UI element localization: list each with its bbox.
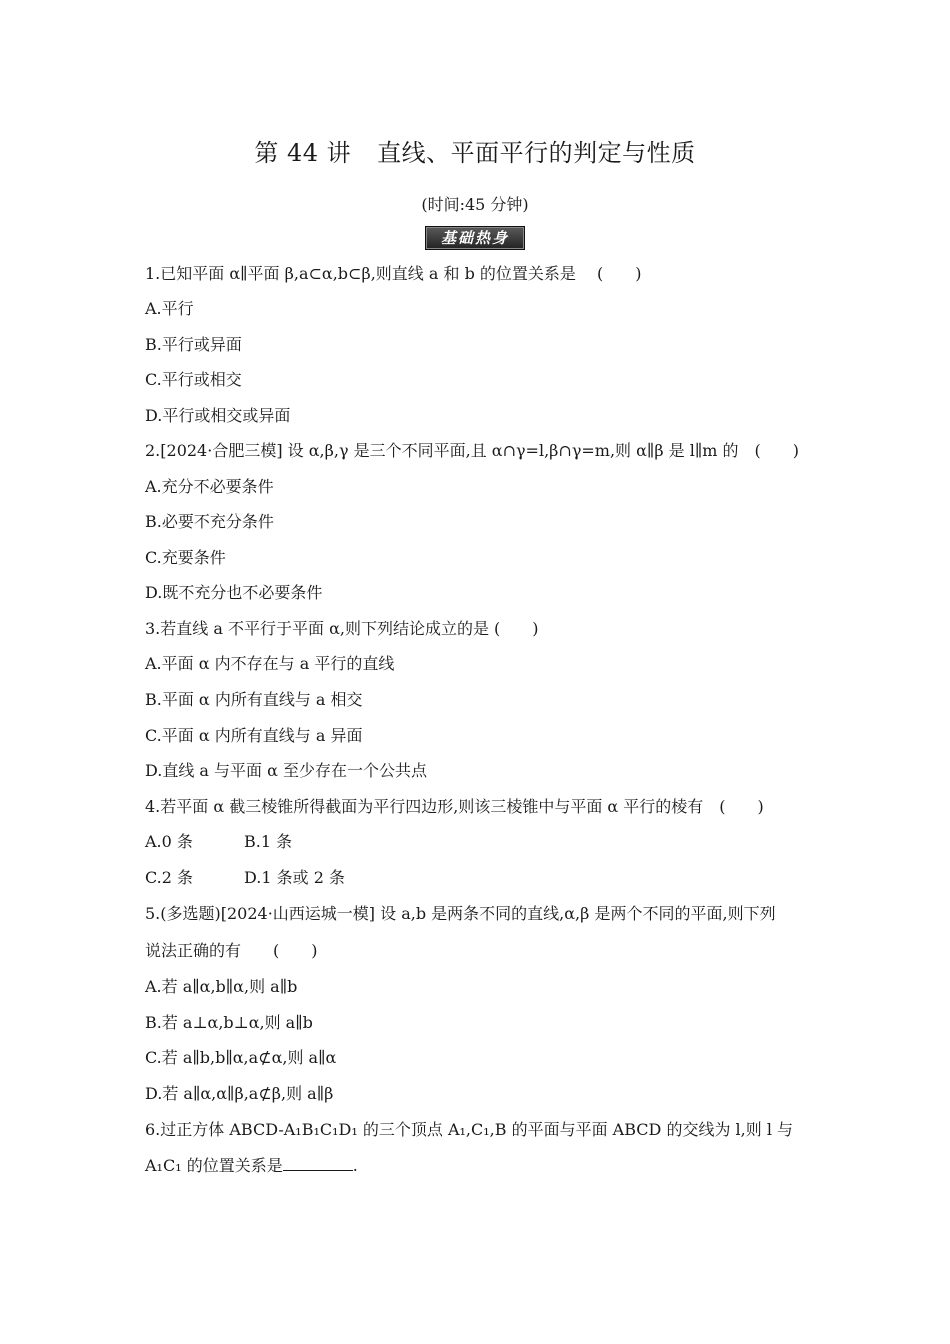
page-title bbox=[0, 133, 950, 168]
q6-stem-line2 bbox=[145, 1156, 358, 1176]
q3-option-c: C.平面 α 内所有直线与 a 异面 bbox=[145, 726, 363, 745]
q3-option-a: A.平面 α 内不存在与 a 平行的直线 bbox=[145, 654, 395, 673]
q1-stem: 1.已知平面 α∥平面 β,a⊂α,b⊂β,则直线 a 和 b 的位置关系是 ( ) bbox=[145, 264, 642, 283]
q5-stem-line2: 说法正确的有 ( ) bbox=[145, 941, 318, 960]
q4-option-b: B.1 条 bbox=[244, 832, 293, 851]
q5-stem-line1: 5.(多选题)[2024·山西运城一模] 设 a,b 是两条不同的直线,α,β 是两个不同的平面,则下列 bbox=[145, 904, 776, 923]
q5-option-b: B.若 a⊥α,b⊥α,则 a∥b bbox=[145, 1013, 313, 1032]
q6-stem-line1: 6.过正方体 ABCD-A₁B₁C₁D₁ 的三个顶点 A₁,C₁,B 的平面与平面 ABCD 的交线为 l,则 l 与 bbox=[145, 1120, 794, 1139]
q3-stem: 3.若直线 a 不平行于平面 α,则下列结论成立的是 ( ) bbox=[145, 619, 539, 638]
q4-option-c: C.2 条 bbox=[145, 868, 194, 887]
q1-option-c: C.平行或相交 bbox=[145, 370, 242, 389]
q2-option-a: A.充分不必要条件 bbox=[145, 477, 274, 496]
q4-option-d: D.1 条或 2 条 bbox=[244, 868, 345, 887]
q3-option-b: B.平面 α 内所有直线与 a 相交 bbox=[145, 690, 363, 709]
title-lecture-number: 第 44 讲 bbox=[254, 139, 352, 167]
q4-option-a: A.0 条 bbox=[145, 832, 193, 851]
q1-option-a: A.平行 bbox=[145, 299, 194, 318]
section-badge: 基础热身 bbox=[425, 226, 525, 250]
q1-option-d: D.平行或相交或异面 bbox=[145, 406, 291, 425]
q2-option-b: B.必要不充分条件 bbox=[145, 512, 274, 531]
q5-option-d: D.若 a∥α,α∥β,a⊄β,则 a∥β bbox=[145, 1084, 334, 1103]
q2-stem: 2.[2024·合肥三模] 设 α,β,γ 是三个不同平面,且 α∩γ=l,β∩γ=m,则 α∥β 是 l∥m 的 ( ) bbox=[145, 441, 799, 460]
q6-stem-suffix: . bbox=[352, 1156, 358, 1175]
q2-option-c: C.充要条件 bbox=[145, 548, 226, 567]
time-note: (时间:45 分钟) bbox=[421, 195, 529, 214]
answer-blank[interactable] bbox=[283, 1156, 353, 1171]
q5-option-a: A.若 a∥α,b∥α,则 a∥b bbox=[145, 977, 298, 996]
q5-option-c: C.若 a∥b,b∥α,a⊄α,则 a∥α bbox=[145, 1048, 337, 1067]
q3-option-d: D.直线 a 与平面 α 至少存在一个公共点 bbox=[145, 761, 428, 780]
q6-stem-prefix: A₁C₁ 的位置关系是 bbox=[145, 1156, 283, 1175]
q2-option-d: D.既不充分也不必要条件 bbox=[145, 583, 323, 602]
q1-option-b: B.平行或异面 bbox=[145, 335, 242, 354]
title-topic: 直线、平面平行的判定与性质 bbox=[377, 139, 696, 167]
q4-stem: 4.若平面 α 截三棱锥所得截面为平行四边形,则该三棱锥中与平面 α 平行的棱有 ( ) bbox=[145, 797, 764, 816]
